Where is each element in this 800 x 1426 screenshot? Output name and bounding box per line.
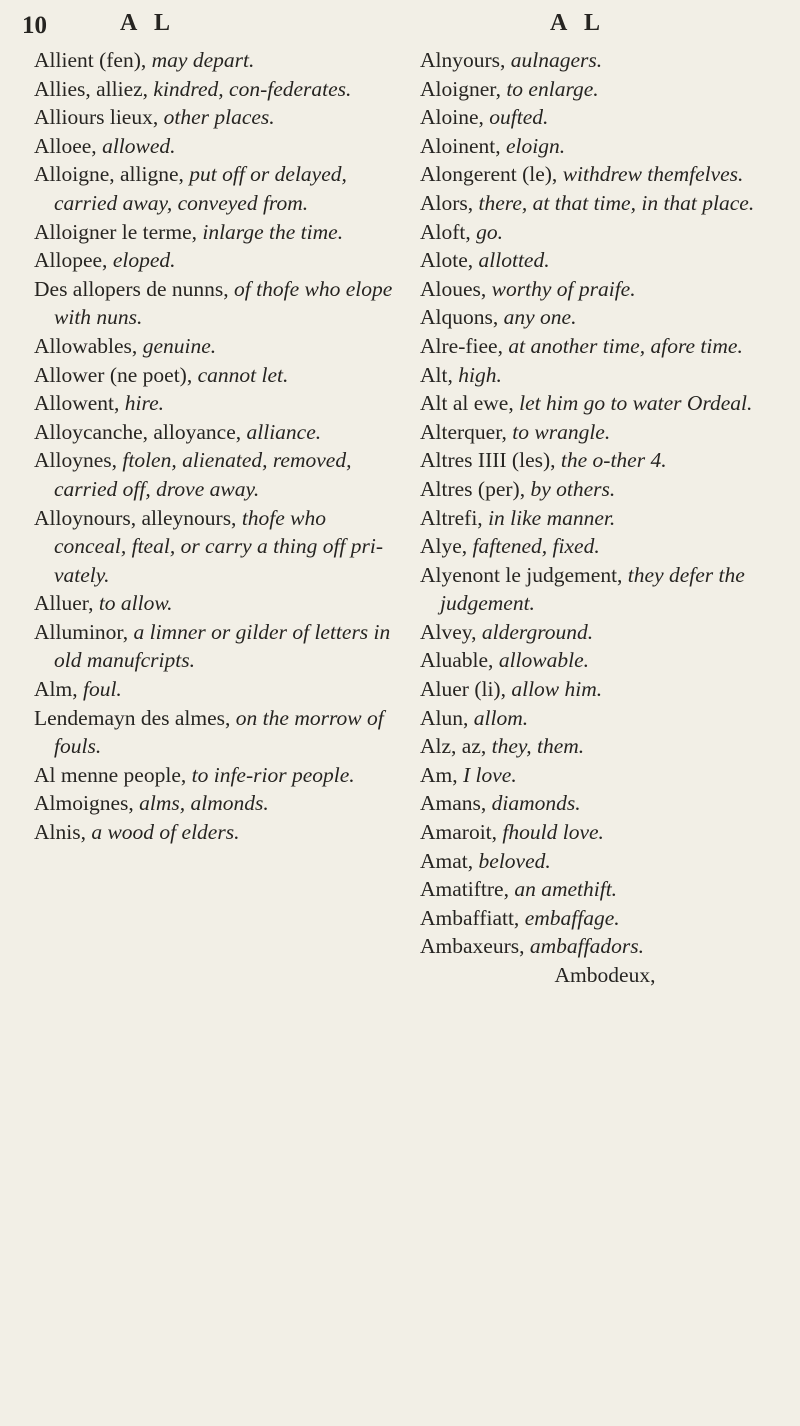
- entry-definition: to enlarge.: [506, 76, 599, 101]
- running-head-right: A L: [550, 10, 607, 36]
- entry-definition: a wood of elders.: [91, 820, 240, 845]
- entry-definition: diamonds.: [491, 791, 581, 816]
- entry-definition: I love.: [463, 762, 517, 787]
- entry-headword: Alloigne, alligne,: [34, 162, 190, 187]
- dictionary-entry: [34, 132, 400, 161]
- entry-definition: allow him.: [511, 677, 603, 702]
- entry-headword: Altres IIII (les),: [420, 448, 561, 473]
- page-number: 10: [22, 12, 47, 39]
- entry-headword: Aloft,: [420, 219, 477, 244]
- dictionary-entry: [420, 761, 790, 790]
- entry-headword: Amatiftre,: [420, 877, 515, 902]
- entry-headword: Alnis,: [34, 820, 92, 845]
- dictionary-entry: [420, 704, 790, 733]
- dictionary-entry: [420, 189, 790, 218]
- entry-definition: allowed.: [102, 133, 176, 158]
- dictionary-entry: [34, 389, 400, 418]
- entry-definition: genuine.: [142, 333, 217, 358]
- entry-definition: eloped.: [112, 248, 176, 273]
- entry-definition: fhould love.: [502, 820, 604, 845]
- dictionary-entry: [420, 275, 790, 304]
- dictionary-entry: [420, 504, 790, 533]
- entry-definition: aulnagers.: [510, 48, 603, 72]
- entry-headword: Alote,: [420, 248, 479, 273]
- dictionary-entry: [420, 361, 790, 390]
- entry-definition: to allow.: [98, 591, 173, 616]
- entry-definition: thofe who conceal, fteal, or carry a thing off pri-vately.: [54, 505, 384, 587]
- dictionary-entry: [34, 675, 400, 704]
- entry-definition: at another time, afore time.: [508, 333, 743, 358]
- entry-headword: Alliours lieux,: [34, 105, 164, 130]
- entry-definition: cannot let.: [197, 362, 289, 387]
- entry-definition: alliance.: [246, 419, 322, 444]
- entry-definition: they defer the judgement.: [440, 562, 745, 616]
- dictionary-entry: [34, 504, 400, 590]
- entry-headword: Allies, alliez,: [34, 76, 154, 101]
- entry-definition: they, them.: [491, 734, 585, 759]
- running-head-left: A L: [120, 10, 177, 36]
- dictionary-entry: [34, 361, 400, 390]
- entry-headword: Alye,: [420, 534, 473, 559]
- dictionary-entry: [420, 160, 790, 189]
- entry-headword: Alloynes,: [34, 448, 123, 473]
- dictionary-entry: [420, 218, 790, 247]
- entry-headword: Amans,: [420, 791, 492, 816]
- entry-headword: Alt,: [420, 362, 459, 387]
- entry-headword: Alterquer,: [420, 419, 513, 444]
- dictionary-entry: [34, 275, 400, 332]
- entry-definition: inlarge the time.: [202, 219, 344, 244]
- entry-headword: Alt al ewe,: [420, 391, 520, 416]
- entry-headword: Allower (ne poet),: [34, 362, 198, 387]
- entry-headword: Am,: [420, 762, 463, 787]
- entry-headword: Aloine,: [420, 105, 490, 130]
- entry-headword: Alloynours, alleynours,: [34, 505, 242, 530]
- entry-definition: a limner or gilder of letters in old manufcripts.: [54, 619, 391, 673]
- dictionary-entry: [420, 46, 790, 75]
- entry-headword: Alvey,: [420, 619, 482, 644]
- entry-headword: Alloigner le terme,: [34, 219, 203, 244]
- entry-headword: Allient (fen),: [34, 48, 152, 72]
- entry-headword: Altrefi,: [420, 505, 489, 530]
- dictionary-entry: [420, 75, 790, 104]
- entry-definition: withdrew themfelves.: [562, 162, 744, 187]
- dictionary-entry: [34, 618, 400, 675]
- dictionary-entry: [420, 446, 790, 475]
- entry-headword: Aloigner,: [420, 76, 507, 101]
- entry-definition: allom.: [473, 705, 529, 730]
- dictionary-entry: [420, 418, 790, 447]
- dictionary-entry: [420, 303, 790, 332]
- entry-headword: Aluer (li),: [420, 677, 512, 702]
- entry-headword: Alluminor,: [34, 619, 134, 644]
- entry-headword: Ambaffiatt,: [420, 905, 525, 930]
- entry-headword: Alz, az,: [420, 734, 492, 759]
- entry-definition: eloign.: [506, 133, 566, 158]
- entry-definition: other places.: [163, 105, 275, 130]
- entry-headword: Alyenont le judgement,: [420, 562, 628, 587]
- entry-definition: ftolen, alienated, removed, carried off, drove away.: [54, 448, 352, 501]
- entry-definition: foul.: [82, 677, 122, 702]
- dictionary-entry: [34, 75, 400, 104]
- left-column: [34, 46, 400, 847]
- entry-headword: Alluer,: [34, 591, 99, 616]
- entry-definition: to wrangle.: [512, 419, 611, 444]
- entry-definition: oufted.: [489, 105, 549, 130]
- dictionary-entry: [34, 218, 400, 247]
- dictionary-entry: [420, 932, 790, 961]
- dictionary-entry: [420, 818, 790, 847]
- entry-headword: Altres (per),: [420, 476, 531, 501]
- dictionary-entry: [420, 332, 790, 361]
- dictionary-entry: [420, 789, 790, 818]
- right-column: [420, 46, 790, 990]
- entry-definition: any one.: [503, 305, 577, 330]
- dictionary-entry: [34, 761, 400, 790]
- entry-definition: beloved.: [478, 848, 551, 873]
- dictionary-entry: [34, 418, 400, 447]
- catchword: Ambodeux,: [554, 963, 656, 987]
- entry-headword: Alloycanche, alloyance,: [34, 419, 247, 444]
- entry-definition: put off or delayed, carried away, conveyed from.: [54, 162, 347, 215]
- entry-headword: Allopee,: [34, 248, 113, 273]
- entry-definition: faftened, fixed.: [472, 534, 600, 559]
- entry-headword: Alre-fiee,: [420, 333, 509, 358]
- dictionary-entry: [420, 732, 790, 761]
- dictionary-entry: [34, 446, 400, 503]
- entry-headword: Lendemayn des almes,: [34, 705, 236, 730]
- entry-headword: Almoignes,: [34, 791, 140, 816]
- dictionary-entry: [420, 875, 790, 904]
- dictionary-entry: [420, 847, 790, 876]
- dictionary-entry: [420, 475, 790, 504]
- dictionary-entry: [420, 646, 790, 675]
- entry-headword: Alnyours,: [420, 48, 511, 72]
- entry-headword: Aloues,: [420, 276, 492, 301]
- entry-headword: Alors,: [420, 190, 479, 215]
- entry-headword: Alm,: [34, 677, 83, 702]
- entry-definition: allowable.: [498, 648, 589, 673]
- dictionary-entry: [420, 532, 790, 561]
- entry-definition: embaffage.: [524, 905, 620, 930]
- entry-definition: of thofe who elope with nuns.: [54, 276, 393, 330]
- dictionary-entry: [420, 246, 790, 275]
- entry-definition: there, at that time, in that place.: [478, 190, 755, 215]
- entry-definition: high.: [458, 362, 502, 387]
- entry-headword: Alongerent (le),: [420, 162, 563, 187]
- entry-definition: to infe-rior people.: [191, 762, 355, 787]
- entry-definition: worthy of praife.: [491, 276, 636, 301]
- entry-definition: allotted.: [478, 248, 550, 273]
- entry-headword: Alquons,: [420, 305, 504, 330]
- entry-headword: Allowables,: [34, 333, 143, 358]
- entry-definition: let him go to water Ordeal.: [519, 391, 753, 416]
- entry-definition: may depart.: [151, 48, 255, 72]
- entry-definition: alderground.: [481, 619, 594, 644]
- page-header: [0, 6, 800, 46]
- dictionary-entry: [34, 704, 400, 761]
- entry-definition: kindred, con-federates.: [153, 76, 352, 101]
- entry-headword: Al menne people,: [34, 762, 192, 787]
- dictionary-entry: [34, 46, 400, 75]
- dictionary-entry: [34, 818, 400, 847]
- dictionary-entry: [34, 789, 400, 818]
- entry-headword: Amaroit,: [420, 820, 503, 845]
- dictionary-entry: [34, 160, 400, 217]
- entry-definition: ambaffadors.: [529, 934, 644, 959]
- entry-headword: Ambaxeurs,: [420, 934, 530, 959]
- entry-definition: by others.: [530, 476, 616, 501]
- dictionary-entry: [420, 103, 790, 132]
- dictionary-entry: [34, 246, 400, 275]
- entry-headword: Aloinent,: [420, 133, 506, 158]
- entry-definition: in like manner.: [488, 505, 616, 530]
- entry-headword: Allowent,: [34, 391, 125, 416]
- entry-definition: go.: [476, 219, 504, 244]
- entry-headword: Alloee,: [34, 133, 103, 158]
- dictionary-entry: [34, 103, 400, 132]
- dictionary-entry: [420, 132, 790, 161]
- dictionary-entry: [34, 332, 400, 361]
- entry-headword: Alun,: [420, 705, 474, 730]
- dictionary-entry: [420, 618, 790, 647]
- entry-definition: the o-ther 4.: [560, 448, 667, 473]
- entry-definition: alms, almonds.: [139, 791, 269, 816]
- dictionary-entry: [420, 904, 790, 933]
- dictionary-entry: [420, 389, 790, 418]
- entry-headword: Des allopers de nunns,: [34, 276, 235, 301]
- entry-definition: an amethift.: [514, 877, 618, 902]
- dictionary-entry: [420, 561, 790, 618]
- dictionary-entry: [34, 589, 400, 618]
- entry-headword: Amat,: [420, 848, 479, 873]
- dictionary-entry: [420, 675, 790, 704]
- entry-definition: on the morrow of fouls.: [54, 705, 384, 759]
- entry-definition: hire.: [124, 391, 164, 416]
- entry-headword: Aluable,: [420, 648, 499, 673]
